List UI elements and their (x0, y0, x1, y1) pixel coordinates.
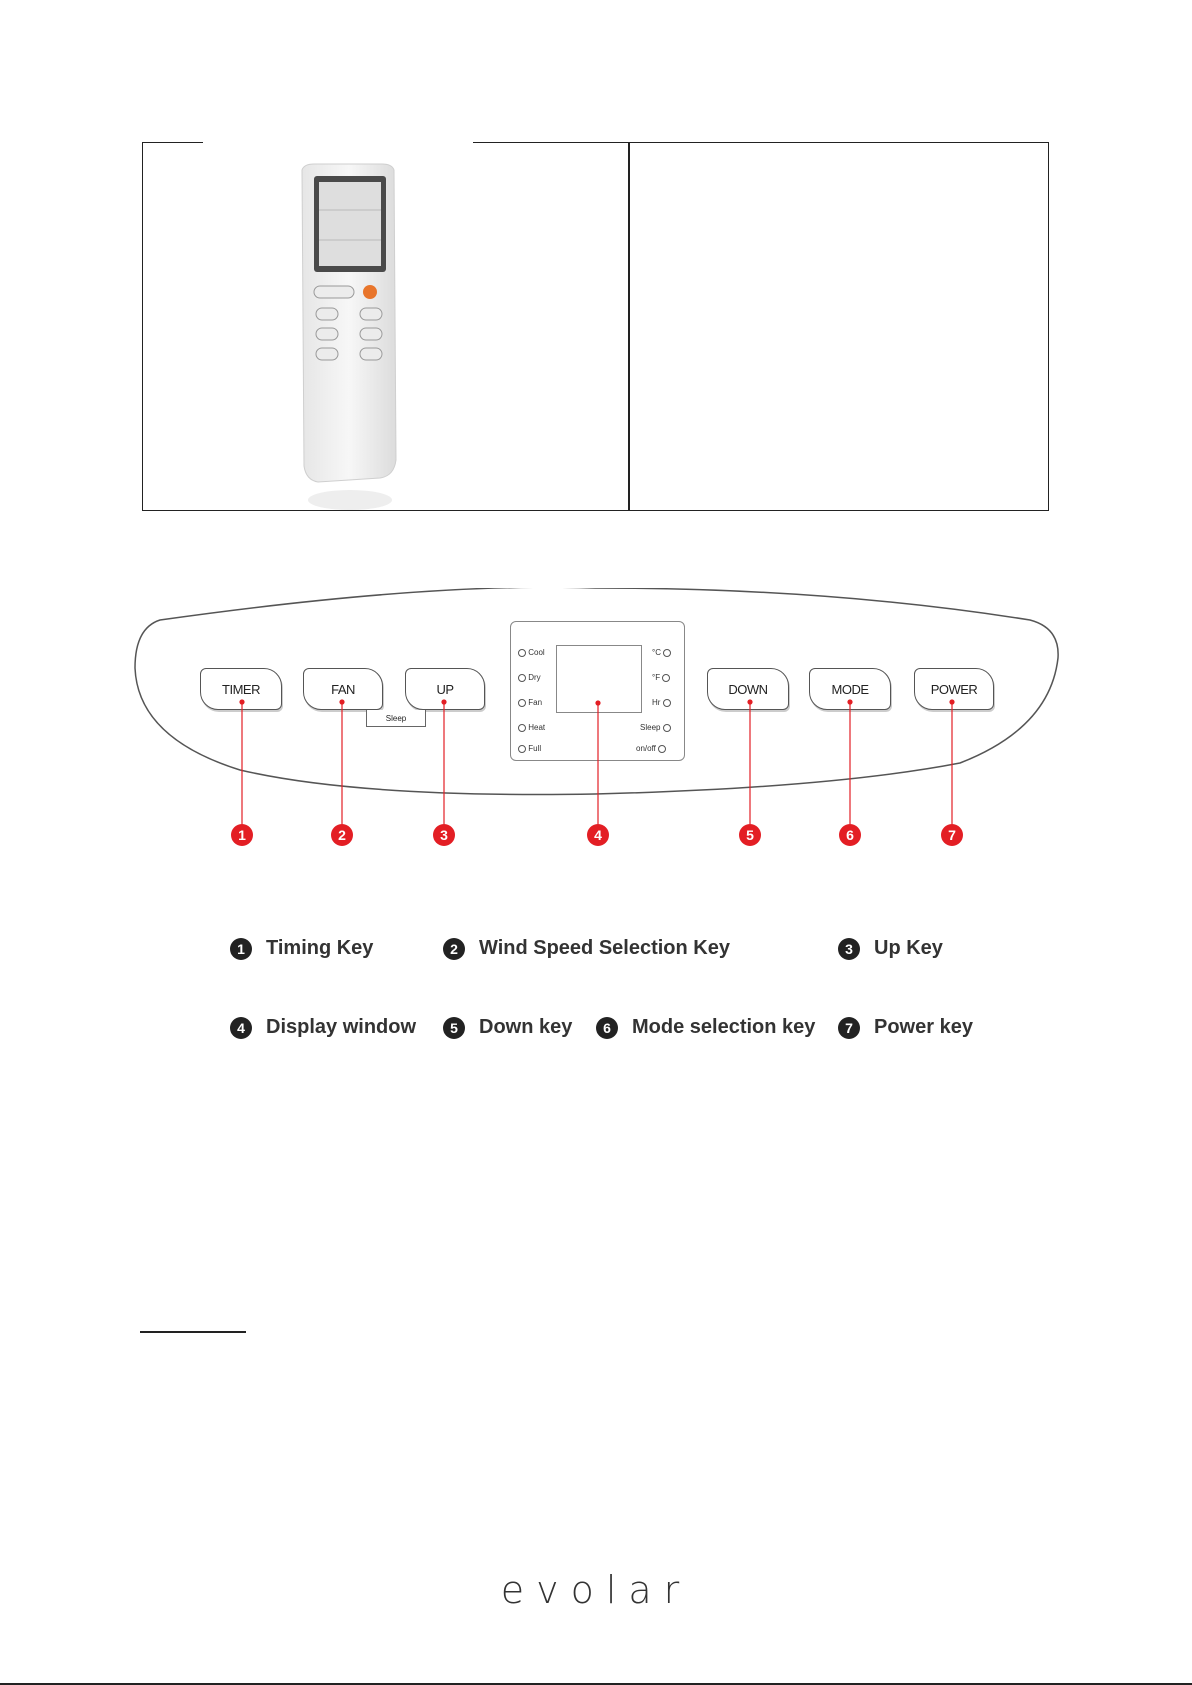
brand-logo: evolar (500, 1568, 692, 1612)
indicator-on-off: on/off (636, 744, 656, 753)
indicator-fahrenheit: °F (652, 673, 661, 682)
legend-number: 4 (230, 1017, 252, 1039)
legend-number: 7 (838, 1017, 860, 1039)
legend-label: Up Key (874, 937, 943, 959)
up-key[interactable]: UP (405, 668, 485, 710)
indicator-heat: Heat (528, 723, 546, 732)
callout-5: 5 (739, 824, 761, 846)
indicator-celsius: °C (652, 648, 661, 657)
indicator-sleep: Sleep (640, 723, 661, 732)
legend-item-3 (838, 937, 943, 960)
legend-number: 5 (443, 1017, 465, 1039)
legend-number: 2 (443, 938, 465, 960)
indicator-hour: Hr (652, 698, 661, 707)
legend-label: Timing Key (266, 937, 374, 959)
callout-7: 7 (941, 824, 963, 846)
power-key[interactable]: POWER (914, 668, 994, 710)
legend-label: Power key (874, 1016, 973, 1038)
callout-6: 6 (839, 824, 861, 846)
sleep-label: Sleep (366, 710, 426, 727)
callout-1: 1 (231, 824, 253, 846)
timer-key[interactable]: TIMER (200, 668, 282, 710)
indicator-cool: Cool (528, 648, 545, 657)
legend-number: 6 (596, 1017, 618, 1039)
legend-label: Display window (266, 1016, 417, 1038)
indicator-full: Full (528, 744, 542, 753)
legend-label: Mode selection key (632, 1016, 816, 1038)
legend-item-2 (443, 937, 730, 960)
legend-item-4 (230, 1016, 416, 1039)
indicator-dry: Dry (528, 673, 541, 682)
callout-4: 4 (587, 824, 609, 846)
callout-3: 3 (433, 824, 455, 846)
legend-item-6 (596, 1016, 815, 1039)
legend-item-7 (838, 1016, 973, 1039)
indicator-fan: Fan (528, 698, 543, 707)
fan-key[interactable]: FAN (303, 668, 383, 710)
callout-2: 2 (331, 824, 353, 846)
mode-key[interactable]: MODE (809, 668, 891, 710)
down-key[interactable]: DOWN (707, 668, 789, 710)
short-rule (140, 1331, 246, 1333)
legend-label: Down key (479, 1016, 573, 1038)
legend-label: Wind Speed Selection Key (479, 937, 730, 959)
legend-number: 1 (230, 938, 252, 960)
legend-item-5 (443, 1016, 572, 1039)
legend-number: 3 (838, 938, 860, 960)
legend-item-1 (230, 937, 373, 960)
